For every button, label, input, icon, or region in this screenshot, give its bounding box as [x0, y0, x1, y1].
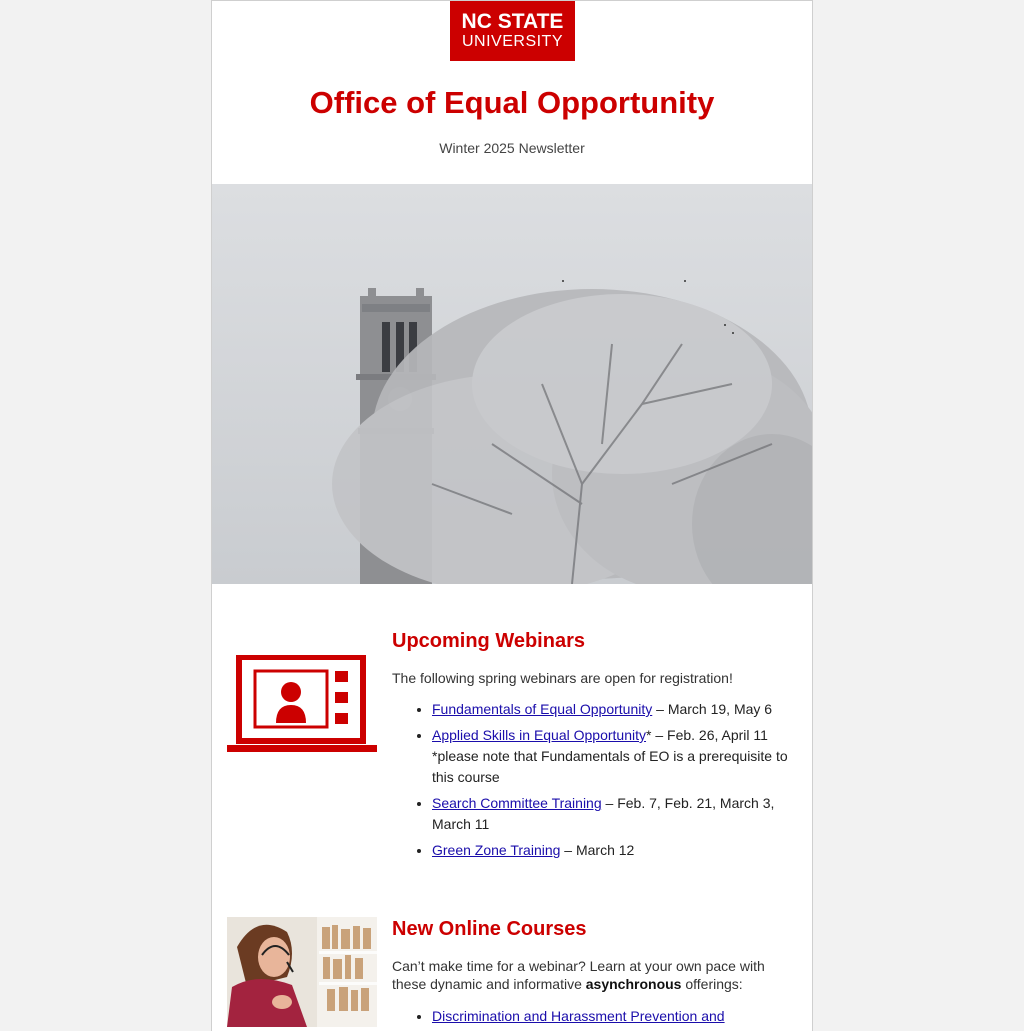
webinar-dates: – March 19, May 6 — [652, 701, 773, 717]
webinar-link-fundamentals[interactable]: Fundamentals of Equal Opportunity — [432, 701, 653, 717]
course-link-discrimination[interactable]: Discrimination and Harassment Prevention and — [432, 1008, 725, 1024]
courses-intro — [392, 957, 782, 993]
list-item — [432, 725, 792, 788]
woman-with-headset-photo — [227, 917, 377, 1027]
webinars-intro: The following spring webinars are open for registration! — [392, 670, 733, 686]
list-item — [432, 840, 792, 861]
list-item — [432, 793, 792, 835]
webinar-dates: * – Feb. 26, April 11 *please note that Fundamentals of EO is a prerequisite to this course — [432, 727, 788, 785]
webinar-dates: – Feb. 7, Feb. 21, March 3, March 11 — [432, 795, 775, 832]
webinar-link-applied-skills[interactable]: Applied Skills in Equal Opportunity — [432, 727, 647, 743]
webinar-dates: – March 12 — [560, 842, 635, 858]
courses-intro-start: Can’t make time for a webinar? Learn at your own pace with these dynamic and informative — [392, 958, 765, 992]
bell-tower-winter-photo — [212, 184, 812, 584]
list-item — [432, 699, 792, 720]
newsletter-email — [211, 0, 813, 1031]
course-list — [392, 1006, 792, 1031]
hero-image — [212, 184, 812, 584]
webinar-list — [392, 699, 792, 866]
logo-line2: UNIVERSITY — [461, 33, 563, 50]
webinar-link-green-zone[interactable]: Green Zone Training — [432, 842, 561, 858]
courses-intro-bold: asynchronous — [585, 976, 682, 992]
page-title: Office of Equal Opportunity — [309, 85, 715, 120]
logo-line1: NC STATE — [461, 10, 564, 33]
webinar-link-search-committee[interactable]: Search Committee Training — [432, 795, 602, 811]
courses-intro-end: offerings: — [681, 976, 743, 992]
courses-heading: New Online Courses — [392, 918, 587, 940]
nc-state-logo[interactable] — [450, 1, 575, 61]
webinars-heading: Upcoming Webinars — [392, 630, 585, 652]
course-photo — [227, 917, 377, 1027]
computer-presenter-icon — [227, 655, 377, 755]
newsletter-subtitle: Winter 2025 Newsletter — [439, 140, 585, 156]
